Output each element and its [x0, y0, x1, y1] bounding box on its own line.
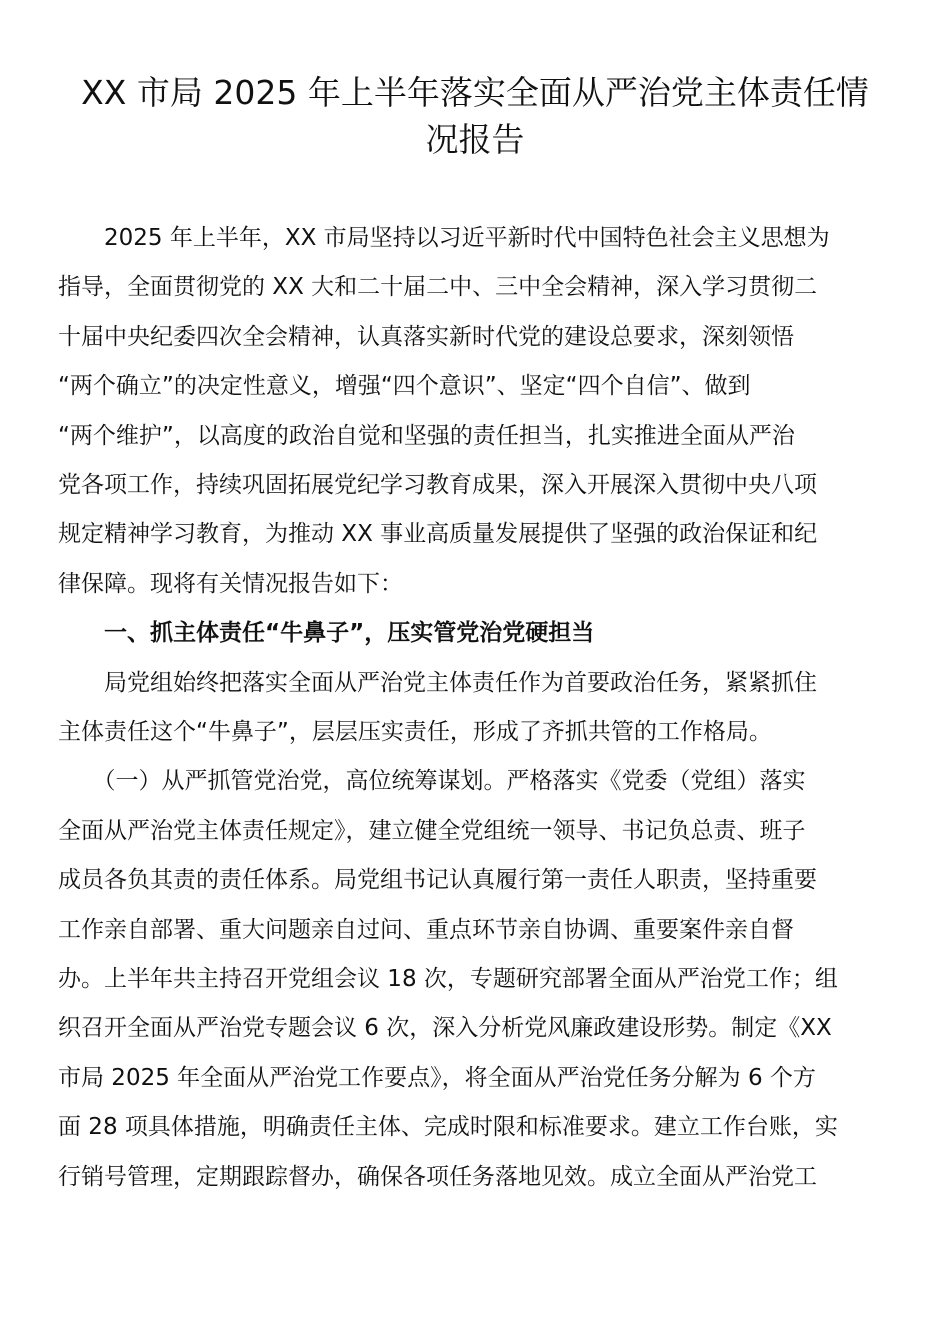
body-text-line: （一）从严抓管党治党，高位统筹谋划。严格落实《党委（党组）落实	[58, 768, 806, 795]
body-text-line: 市局 2025 年全面从严治党工作要点》，将全面从严治党任务分解为 6 个方	[58, 1064, 816, 1091]
body-text-line: 全面从严治党主体责任规定》，建立健全党组统一领导、书记负总责、班子	[58, 817, 806, 844]
section-heading: 一、抓主体责任“牛鼻子”，压实管党治党硬担当	[58, 620, 595, 647]
body-text-line: 2025 年上半年，XX 市局坚持以习近平新时代中国特色社会主义思想为	[58, 225, 830, 251]
body-text-line: 规定精神学习教育，为推动 XX 事业高质量发展提供了坚强的政治保证和纪	[58, 521, 818, 548]
body-text-line: 主体责任这个“牛鼻子”，层层压实责任，形成了齐抓共管的工作格局。	[58, 719, 772, 745]
document-title-line-1: XX 市局 2025 年上半年落实全面从严治党主体责任情	[81, 73, 869, 112]
body-text-line: 行销号管理，定期跟踪督办，确保各项任务落地见效。成立全面从严治党工	[58, 1163, 817, 1190]
body-text-line: 成员各负其责的责任体系。局党组书记认真履行第一责任人职责，坚持重要	[58, 867, 817, 894]
body-text-line: 指导，全面贯彻党的 XX 大和二十届二中、三中全会精神，深入学习贯彻二	[58, 274, 818, 301]
body-text-line: 面 28 项具体措施，明确责任主体、完成时限和标准要求。建立工作台账，实	[58, 1114, 838, 1141]
body-text-line: 律保障。现将有关情况报告如下：	[58, 570, 403, 597]
body-text-line: 织召开全面从严治党专题会议 6 次，深入分析党风廉政建设形势。制定《XX	[58, 1015, 832, 1042]
body-text-line: 局党组始终把落实全面从严治党主体责任作为首要政治任务，紧紧抓住	[58, 669, 817, 696]
document-title-line-2: 况报告	[425, 120, 525, 159]
body-text-line: 工作亲自部署、重大问题亲自过问、重点环节亲自协调、重要案件亲自督	[58, 916, 794, 943]
body-text-line: “两个确立”的决定性意义，增强“四个意识”、坚定“四个自信”、做到	[58, 373, 751, 400]
body-text-line: “两个维护”，以高度的政治自觉和坚强的责任担当，扎实推进全面从严治	[58, 422, 795, 449]
body-text-line: 党各项工作，持续巩固拓展党纪学习教育成果，深入开展深入贯彻中央八项	[58, 472, 817, 498]
body-text-line: 办。上半年共主持召开党组会议 18 次，专题研究部署全面从严治党工作；组	[58, 966, 838, 992]
body-text-line: 十届中央纪委四次全会精神，认真落实新时代党的建设总要求，深刻领悟	[58, 323, 794, 350]
